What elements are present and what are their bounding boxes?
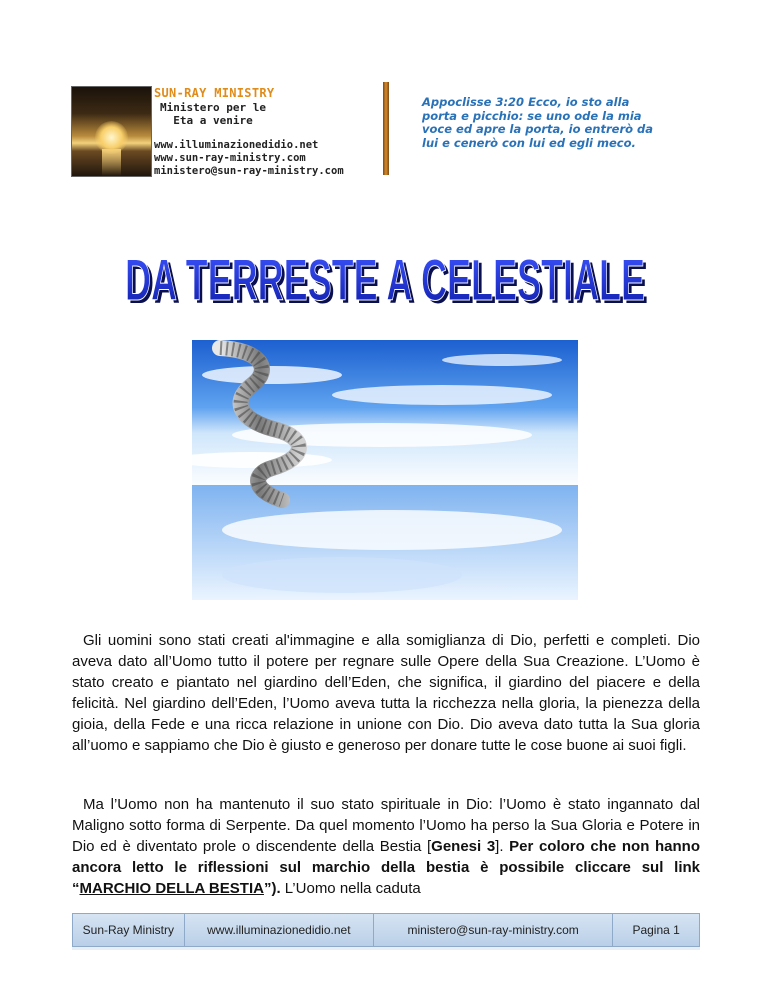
footer-shadow — [72, 947, 700, 950]
website-link-2[interactable]: www.sun-ray-ministry.com — [154, 152, 306, 164]
website-link-1[interactable]: www.illuminazionedidio.net — [154, 139, 319, 151]
wordart-title-text: DA TERRESTE A CELESTIALE — [125, 248, 645, 313]
paragraph-2 — [72, 794, 700, 899]
cloud — [332, 385, 552, 405]
wordart-title — [110, 213, 660, 323]
footer-page-number: Pagina 1 — [632, 923, 680, 937]
water-reflection — [222, 557, 462, 593]
genesis-reference: Genesi 3 — [431, 838, 496, 855]
scripture-verse — [422, 96, 662, 150]
paragraph-2-bold: ”). — [263, 880, 281, 897]
wordart-title-shadow: DA TERRESTE A CELESTIALE — [128, 251, 648, 316]
water-reflection — [222, 510, 562, 550]
footer-org: Sun-Ray Ministry — [73, 914, 185, 946]
verse-line: Appoclisse 3:20 Ecco, io sto alla — [422, 95, 630, 109]
cloud — [202, 366, 342, 384]
paragraph-2-text: L’Uomo nella caduta — [280, 880, 421, 897]
paragraph-2-bold: Per coloro che non hanno ancora letto le riflessioni sul marchio della bestia è possibile cliccare sul link “ — [72, 838, 700, 897]
sun-reflection-graphic — [102, 149, 121, 176]
cloud — [442, 354, 562, 366]
footer-email[interactable]: ministero@sun-ray-ministry.com — [374, 914, 613, 946]
verse-line: porta e picchio: se uno ode la mia — [422, 108, 642, 123]
verse-line: lui e cenerò con lui ed egli meco. — [422, 135, 636, 150]
ministry-subtitle — [160, 101, 266, 127]
footer-website[interactable]: www.illuminazionedidio.net — [185, 914, 374, 946]
sunset-logo-image — [71, 86, 152, 177]
staircase-sky-image — [192, 340, 578, 600]
paragraph-2-text: ]. — [495, 838, 510, 855]
verse-line: voce ed apre la porta, io entrerò da — [422, 122, 654, 136]
ministry-name: SUN-RAY MINISTRY — [154, 86, 275, 100]
email-link[interactable]: ministero@sun-ray-ministry.com — [154, 165, 344, 177]
paragraph-2-text: Ma l’Uomo non ha mantenuto il suo stato spirituale in Dio: l’Uomo è stato ingannato dal Maligno sotto forma di Serpente. Da quel momento l’Uomo ha perso la Sua Gloria e Potere in Dio ed è diventato prole o discendente della Bestia [ — [72, 796, 700, 855]
ministry-contacts — [154, 139, 344, 178]
paragraph-1-text: Gli uomini sono stati creati al'immagine e alla somiglianza di Dio, perfetti e completi. Dio aveva dato all’Uomo tutto il potere per regnare sulle Opere della Sua Creazione. L’Uomo è stato creato e piantato nel giardino dell’Eden, che significa, il giardino del piacere e della felicità. Nel giardino dell’Eden, l’Uomo aveva tutta la ricchezza nella gloria, la pienezza della gioia, della Fede e una ricca relazione in unione con Dio. Dio aveva dato tutta la Sua gloria all’uomo e sappiamo che Dio è giusto e generoso per donare tutte le cose buone ai suoi figli. — [72, 632, 700, 754]
marchio-della-bestia-link[interactable]: MARCHIO DELLA BESTIA — [79, 880, 264, 897]
paragraph-1 — [72, 630, 700, 756]
ministry-subtitle-line2: Eta a venire — [173, 114, 253, 127]
header-divider — [383, 82, 389, 175]
ministry-subtitle-line1: Ministero per le — [160, 101, 266, 114]
page-footer — [72, 913, 700, 947]
